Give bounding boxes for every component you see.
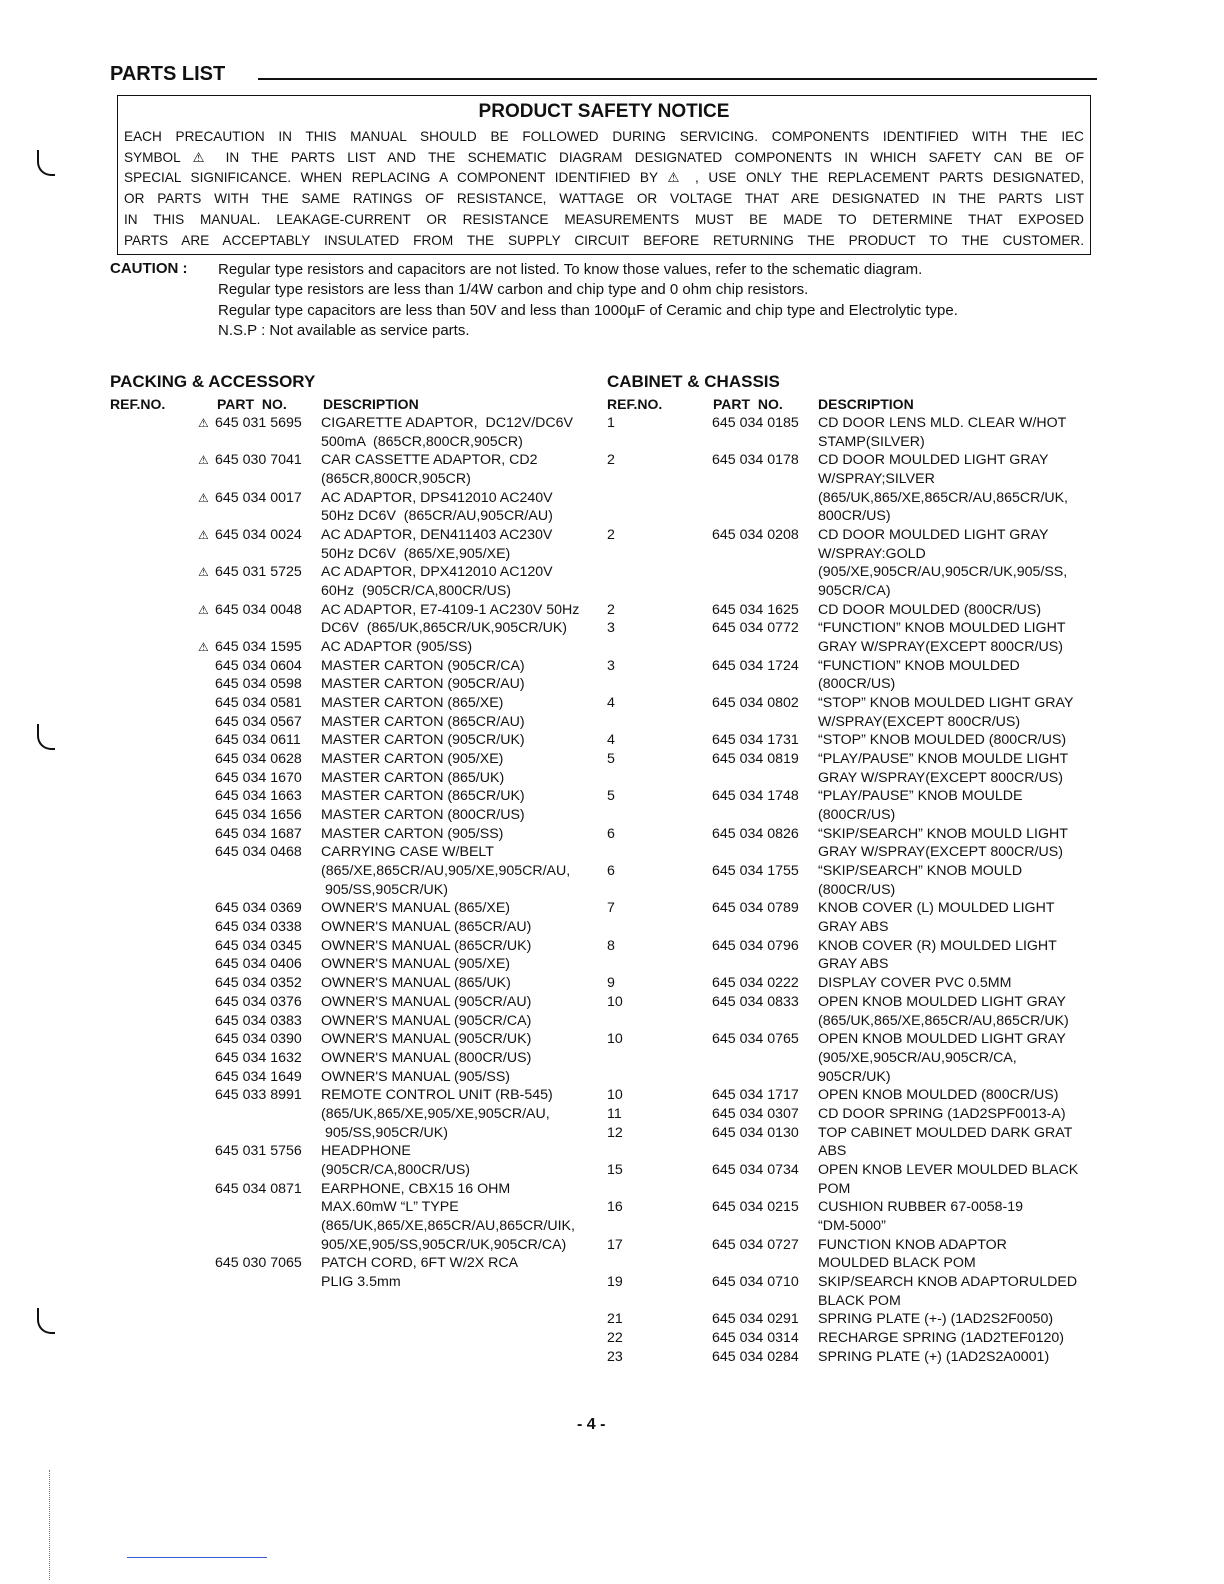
- description: (905CR/CA,800CR/US): [321, 1161, 471, 1178]
- part-no: 645 034 1625: [712, 601, 799, 618]
- description: W/SPRAY:GOLD: [818, 545, 926, 562]
- description: OWNER'S MANUAL (905/SS): [321, 1068, 511, 1085]
- part-no: 645 034 1731: [712, 732, 799, 749]
- description: MASTER CARTON (865/UK): [321, 769, 505, 786]
- binding-mark: [37, 724, 55, 750]
- description: CD DOOR MOULDED LIGHT GRAY: [818, 452, 1049, 469]
- description: 905/SS,905CR/UK): [321, 1124, 448, 1141]
- description: AC ADAPTOR (905/SS): [321, 639, 473, 656]
- description: OWNER'S MANUAL (800CR/US): [321, 1049, 532, 1066]
- description: RECHARGE SPRING (1AD2TEF0120): [818, 1329, 1064, 1346]
- description: FUNCTION KNOB ADAPTOR: [818, 1236, 1007, 1253]
- part-no: 645 034 0765: [712, 1031, 799, 1048]
- caution-line: Regular type resistors and capacitors are not listed. To know those values, refer to the schematic diagram.: [218, 261, 923, 278]
- caution-label: CAUTION :: [110, 260, 188, 277]
- notice-line: SPECIAL SIGNIFICANCE. WHEN REPLACING A COMPONENT IDENTIFIED BY ⚠ , USE ONLY THE REPLACEMENT PARTS DESIGNATED,: [124, 170, 1084, 186]
- description: “FUNCTION” KNOB MOULDED: [818, 657, 1020, 674]
- description: OPEN KNOB MOULDED (800CR/US): [818, 1087, 1059, 1104]
- description: (865/UK,865/XE,905/XE,905CR/AU,: [321, 1105, 550, 1122]
- part-no: 645 033 8991: [215, 1087, 302, 1104]
- safety-warning-icon: ⚠: [198, 416, 209, 430]
- description: (865/XE,865CR/AU,905/XE,905CR/AU,: [321, 863, 571, 880]
- description: 50Hz DC6V (865CR/AU,905CR/AU): [321, 508, 553, 525]
- ref-no: 2: [607, 527, 615, 544]
- packing-desc-header: DESCRIPTION: [323, 396, 419, 412]
- description: ABS: [818, 1143, 847, 1160]
- description: AC ADAPTOR, DEN411403 AC230V: [321, 527, 553, 544]
- part-no: 645 034 1670: [215, 769, 302, 786]
- description: SKIP/SEARCH KNOB ADAPTORULDED: [818, 1273, 1078, 1290]
- description: CAR CASSETTE ADAPTOR, CD2: [321, 452, 538, 469]
- part-no: 645 034 0338: [215, 919, 302, 936]
- ref-no: 6: [607, 863, 615, 880]
- description: SPRING PLATE (+-) (1AD2S2F0050): [818, 1311, 1054, 1328]
- description: GRAY W/SPRAY(EXCEPT 800CR/US): [818, 844, 1063, 861]
- description: MASTER CARTON (905/XE): [321, 751, 504, 768]
- description: OWNER'S MANUAL (905CR/CA): [321, 1012, 532, 1029]
- notice-title: PRODUCT SAFETY NOTICE: [478, 101, 730, 122]
- description: TOP CABINET MOULDED DARK GRAT: [818, 1124, 1073, 1141]
- description: 800CR/US): [818, 508, 891, 525]
- packing-section-title: PACKING & ACCESSORY: [110, 372, 316, 391]
- description: OWNER'S MANUAL (865/UK): [321, 975, 511, 992]
- part-no: 645 034 0581: [215, 695, 302, 712]
- description: (905/XE,905CR/AU,905CR/UK,905/SS,: [818, 564, 1068, 581]
- part-no: 645 034 0598: [215, 676, 302, 693]
- part-no: 645 034 0307: [712, 1105, 799, 1122]
- description: OPEN KNOB MOULDED LIGHT GRAY: [818, 993, 1066, 1010]
- packing-part-header: PART NO.: [217, 396, 287, 412]
- ref-no: 10: [607, 993, 623, 1010]
- part-no: 645 034 0352: [215, 975, 302, 992]
- description: MASTER CARTON (905CR/AU): [321, 676, 525, 693]
- ref-no: 4: [607, 695, 615, 712]
- ref-no: 16: [607, 1199, 623, 1216]
- description: STAMP(SILVER): [818, 433, 925, 450]
- ref-no: 17: [607, 1236, 623, 1253]
- notice-line: SYMBOL ⚠ IN THE PARTS LIST AND THE SCHEMATIC DIAGRAM DESIGNATED COMPONENTS IN WHICH SAFETY CAN BE OF: [124, 149, 1084, 165]
- safety-warning-icon: ⚠: [198, 528, 209, 543]
- description: GRAY ABS: [818, 919, 889, 936]
- description: OWNER'S MANUAL (865CR/UK): [321, 937, 532, 954]
- ref-no: 9: [607, 975, 615, 992]
- description: AC ADAPTOR, DPX412010 AC120V: [321, 564, 553, 581]
- notice-line: IN THIS MANUAL. LEAKAGE-CURRENT OR RESISTANCE MEASUREMENTS MUST BE MADE TO DETERMINE THAT EXPOSED: [124, 211, 1084, 227]
- part-no: 645 034 0024: [215, 527, 302, 544]
- page-title: PARTS LIST: [110, 63, 226, 85]
- description: PATCH CORD, 6FT W/2X RCA: [321, 1255, 519, 1272]
- description: GRAY W/SPRAY(EXCEPT 800CR/US): [818, 769, 1063, 786]
- description: “STOP” KNOB MOULDED (800CR/US): [818, 732, 1067, 749]
- part-no: 645 034 1755: [712, 863, 799, 880]
- binding-mark: [37, 150, 55, 176]
- notice-body: [124, 127, 1084, 251]
- description: MASTER CARTON (905/SS): [321, 825, 504, 842]
- description: “STOP” KNOB MOULDED LIGHT GRAY: [818, 695, 1074, 712]
- part-no: 645 031 5756: [215, 1143, 302, 1160]
- part-no: 645 030 7065: [215, 1255, 302, 1272]
- page-number: - 4 -: [577, 1416, 606, 1433]
- description: 50Hz DC6V (865/XE,905/XE): [321, 545, 511, 562]
- part-no: 645 034 0185: [712, 415, 799, 431]
- part-no: 645 034 0734: [712, 1161, 799, 1178]
- part-no: 645 034 0833: [712, 993, 799, 1010]
- part-no: 645 034 0291: [712, 1311, 799, 1328]
- description: DC6V (865/UK,865CR/UK,905CR/UK): [321, 620, 568, 637]
- ref-no: 23: [607, 1348, 623, 1365]
- part-no: 645 034 0017: [215, 489, 302, 506]
- part-no: 645 034 0727: [712, 1236, 799, 1253]
- part-no: 645 034 0178: [712, 452, 799, 469]
- packing-ref-header: REF.NO.: [110, 396, 166, 412]
- description: MASTER CARTON (865CR/AU): [321, 713, 525, 730]
- ref-no: 2: [607, 601, 615, 618]
- description: MAX.60mW “L” TYPE: [321, 1199, 459, 1216]
- description: (865/UK,865/XE,865CR/AU,865CR/UK,: [818, 489, 1068, 506]
- description: PLIG 3.5mm: [321, 1273, 401, 1290]
- part-no: 645 034 0826: [712, 825, 799, 842]
- description: W/SPRAY;SILVER: [818, 471, 935, 488]
- part-no: 645 030 7041: [215, 452, 302, 469]
- description: CARRYING CASE W/BELT: [321, 844, 494, 861]
- part-no: 645 034 0871: [215, 1180, 302, 1197]
- description: CUSHION RUBBER 67-0058-19: [818, 1199, 1024, 1216]
- part-no: 645 031 5725: [215, 564, 302, 581]
- part-no: 645 034 0376: [215, 993, 302, 1010]
- caution-text: [218, 260, 958, 342]
- description: CIGARETTE ADAPTOR, DC12V/DC6V: [321, 415, 574, 431]
- footer-line: [127, 1557, 267, 1558]
- description: REMOTE CONTROL UNIT (RB-545): [321, 1087, 553, 1104]
- description: MASTER CARTON (905CR/UK): [321, 732, 525, 749]
- part-no: 645 034 0567: [215, 713, 302, 730]
- part-no: 645 034 1656: [215, 807, 302, 824]
- description: OWNER'S MANUAL (905CR/AU): [321, 993, 532, 1010]
- safety-warning-icon: ⚠: [198, 490, 209, 505]
- description: CD DOOR LENS MLD. CLEAR W/HOT: [818, 415, 1067, 431]
- description: (865CR,800CR,905CR): [321, 471, 471, 488]
- ref-no: 4: [607, 732, 615, 749]
- ref-no: 12: [607, 1124, 623, 1141]
- description: OPEN KNOB LEVER MOULDED BLACK: [818, 1161, 1079, 1178]
- description: (800CR/US): [818, 807, 896, 824]
- description: (905/XE,905CR/AU,905CR/CA,: [818, 1049, 1017, 1066]
- cabinet-section-title: CABINET & CHASSIS: [607, 372, 780, 391]
- part-no: 645 034 0468: [215, 844, 302, 861]
- part-no: 645 034 0284: [712, 1348, 799, 1365]
- ref-no: 2: [607, 452, 615, 469]
- part-no: 645 034 0369: [215, 900, 302, 917]
- part-no: 645 034 1717: [712, 1087, 799, 1104]
- cabinet-desc-header: DESCRIPTION: [818, 396, 914, 412]
- part-no: 645 034 0390: [215, 1031, 302, 1048]
- ref-no: 10: [607, 1087, 623, 1104]
- product-safety-notice-box: [117, 95, 1091, 255]
- description: OWNER'S MANUAL (905/XE): [321, 956, 511, 973]
- description: “SKIP/SEARCH” KNOB MOULD: [818, 863, 1023, 880]
- notice-line: PARTS ARE ACCEPTABLY INSULATED FROM THE SUPPLY CIRCUIT BEFORE RETURNING THE PRODUCT TO THE CUSTOMER.: [124, 232, 1084, 248]
- description: 905/XE,905/SS,905CR/UK,905CR/CA): [321, 1236, 567, 1253]
- part-no: 645 034 0611: [215, 732, 301, 749]
- description: MOULDED BLACK POM: [818, 1255, 976, 1272]
- ref-no: 7: [607, 900, 615, 917]
- description: CD DOOR MOULDED LIGHT GRAY: [818, 527, 1049, 544]
- ref-no: 5: [607, 751, 615, 768]
- part-no: 645 034 0048: [215, 601, 302, 618]
- description: BLACK POM: [818, 1292, 901, 1309]
- description: “PLAY/PAUSE” KNOB MOULDE LIGHT: [818, 751, 1069, 768]
- ref-no: 3: [607, 657, 615, 674]
- part-no: 645 034 0130: [712, 1124, 799, 1141]
- ref-no: 19: [607, 1273, 623, 1290]
- description: 905CR/UK): [818, 1068, 891, 1085]
- description: W/SPRAY(EXCEPT 800CR/US): [818, 713, 1021, 730]
- description: CD DOOR SPRING (1AD2SPF0013-A): [818, 1105, 1066, 1122]
- description: HEADPHONE: [321, 1143, 411, 1160]
- notice-line: OR PARTS WITH THE SAME RATINGS OF RESISTANCE, WATTAGE OR VOLTAGE THAT ARE DESIGNATED IN THE PARTS LIST: [124, 191, 1084, 207]
- description: POM: [818, 1180, 851, 1197]
- description: “SKIP/SEARCH” KNOB MOULD LIGHT: [818, 825, 1068, 842]
- description: KNOB COVER (L) MOULDED LIGHT: [818, 900, 1055, 917]
- ref-no: 3: [607, 620, 615, 637]
- part-no: 645 034 1595: [215, 639, 302, 656]
- description: (865/UK,865/XE,865CR/AU,865CR/UK): [818, 1012, 1069, 1029]
- part-no: 645 034 0314: [712, 1329, 799, 1346]
- part-no: 645 034 0208: [712, 527, 799, 544]
- description: EARPHONE, CBX15 16 OHM: [321, 1180, 511, 1197]
- margin-dots: [49, 1470, 51, 1580]
- part-no: 645 034 1632: [215, 1049, 302, 1066]
- description: (865/UK,865/XE,865CR/AU,865CR/UIK,: [321, 1217, 575, 1234]
- caution-line: Regular type resistors are less than 1/4W carbon and chip type and 0 ohm chip resistors.: [218, 281, 809, 299]
- description: OWNER'S MANUAL (865/XE): [321, 900, 511, 917]
- title-rule: [258, 78, 1097, 80]
- safety-warning-icon: ⚠: [198, 640, 209, 655]
- part-no: 645 034 0383: [215, 1012, 302, 1029]
- part-no: 645 034 0772: [712, 620, 799, 637]
- description: AC ADAPTOR, DPS412010 AC240V: [321, 489, 553, 506]
- description: (800CR/US): [818, 881, 896, 898]
- ref-no: 8: [607, 937, 615, 954]
- ref-no: 1: [607, 415, 615, 431]
- ref-no: 10: [607, 1031, 623, 1048]
- description: OPEN KNOB MOULDED LIGHT GRAY: [818, 1031, 1066, 1048]
- part-no: 645 034 0819: [712, 751, 799, 768]
- cabinet-ref-header: REF.NO.: [607, 396, 663, 412]
- description: (800CR/US): [818, 676, 896, 693]
- ref-no: 21: [607, 1311, 623, 1328]
- description: GRAY W/SPRAY(EXCEPT 800CR/US): [818, 639, 1063, 656]
- ref-no: 5: [607, 788, 615, 805]
- caution-line: N.S.P : Not available as service parts.: [218, 322, 470, 340]
- description: “FUNCTION” KNOB MOULDED LIGHT: [818, 620, 1066, 637]
- description: MASTER CARTON (865CR/UK): [321, 788, 525, 805]
- safety-warning-icon: ⚠: [198, 602, 209, 617]
- description: OWNER'S MANUAL (865CR/AU): [321, 919, 532, 936]
- ref-no: 15: [607, 1161, 623, 1178]
- description: 500mA (865CR,800CR,905CR): [321, 433, 523, 450]
- description: 60Hz (905CR/CA,800CR/US): [321, 583, 512, 600]
- description: “DM-5000”: [818, 1217, 886, 1234]
- part-no: 645 034 1748: [712, 788, 799, 805]
- ref-no: 22: [607, 1329, 623, 1346]
- part-no: 645 034 1724: [712, 657, 799, 674]
- part-no: 645 034 0345: [215, 937, 302, 954]
- description: KNOB COVER (R) MOULDED LIGHT: [818, 937, 1057, 954]
- part-no: 645 034 0802: [712, 695, 799, 712]
- part-no: 645 034 1687: [215, 825, 302, 842]
- part-no: 645 034 0215: [712, 1199, 799, 1216]
- description: AC ADAPTOR, E7-4109-1 AC230V 50Hz: [321, 601, 580, 618]
- part-no: 645 034 0710: [712, 1273, 799, 1290]
- part-no: 645 034 0789: [712, 900, 799, 917]
- notice-line: EACH PRECAUTION IN THIS MANUAL SHOULD BE FOLLOWED DURING SERVICING. COMPONENTS IDENTIFIED WITH THE IEC: [124, 129, 1084, 144]
- description: 905CR/CA): [818, 583, 891, 600]
- description: DISPLAY COVER PVC 0.5MM: [818, 975, 1012, 992]
- description: MASTER CARTON (905CR/CA): [321, 657, 525, 674]
- description: SPRING PLATE (+) (1AD2S2A0001): [818, 1348, 1050, 1365]
- part-no: 645 034 0406: [215, 956, 302, 973]
- description: GRAY ABS: [818, 956, 889, 973]
- description: MASTER CARTON (800CR/US): [321, 807, 525, 824]
- caution-line: Regular type capacitors are less than 50V and less than 1000µF of Ceramic and chip type and Electrolytic type.: [218, 301, 958, 319]
- part-no: 645 034 0796: [712, 937, 799, 954]
- description: CD DOOR MOULDED (800CR/US): [818, 601, 1042, 618]
- description: MASTER CARTON (865/XE): [321, 695, 504, 712]
- ref-no: 11: [607, 1105, 622, 1122]
- safety-warning-icon: ⚠: [198, 565, 209, 580]
- part-no: 645 034 0628: [215, 751, 302, 768]
- binding-mark: [37, 1308, 55, 1334]
- part-no: 645 034 0604: [215, 657, 302, 674]
- ref-no: 6: [607, 825, 615, 842]
- part-no: 645 034 0222: [712, 975, 799, 992]
- safety-warning-icon: ⚠: [198, 453, 209, 468]
- part-no: 645 031 5695: [215, 415, 302, 431]
- cabinet-part-header: PART NO.: [713, 396, 783, 412]
- part-no: 645 034 1663: [215, 788, 302, 805]
- description: “PLAY/PAUSE” KNOB MOULDE: [818, 788, 1023, 805]
- part-no: 645 034 1649: [215, 1068, 302, 1085]
- description: OWNER'S MANUAL (905CR/UK): [321, 1031, 532, 1048]
- description: 905/SS,905CR/UK): [321, 881, 448, 898]
